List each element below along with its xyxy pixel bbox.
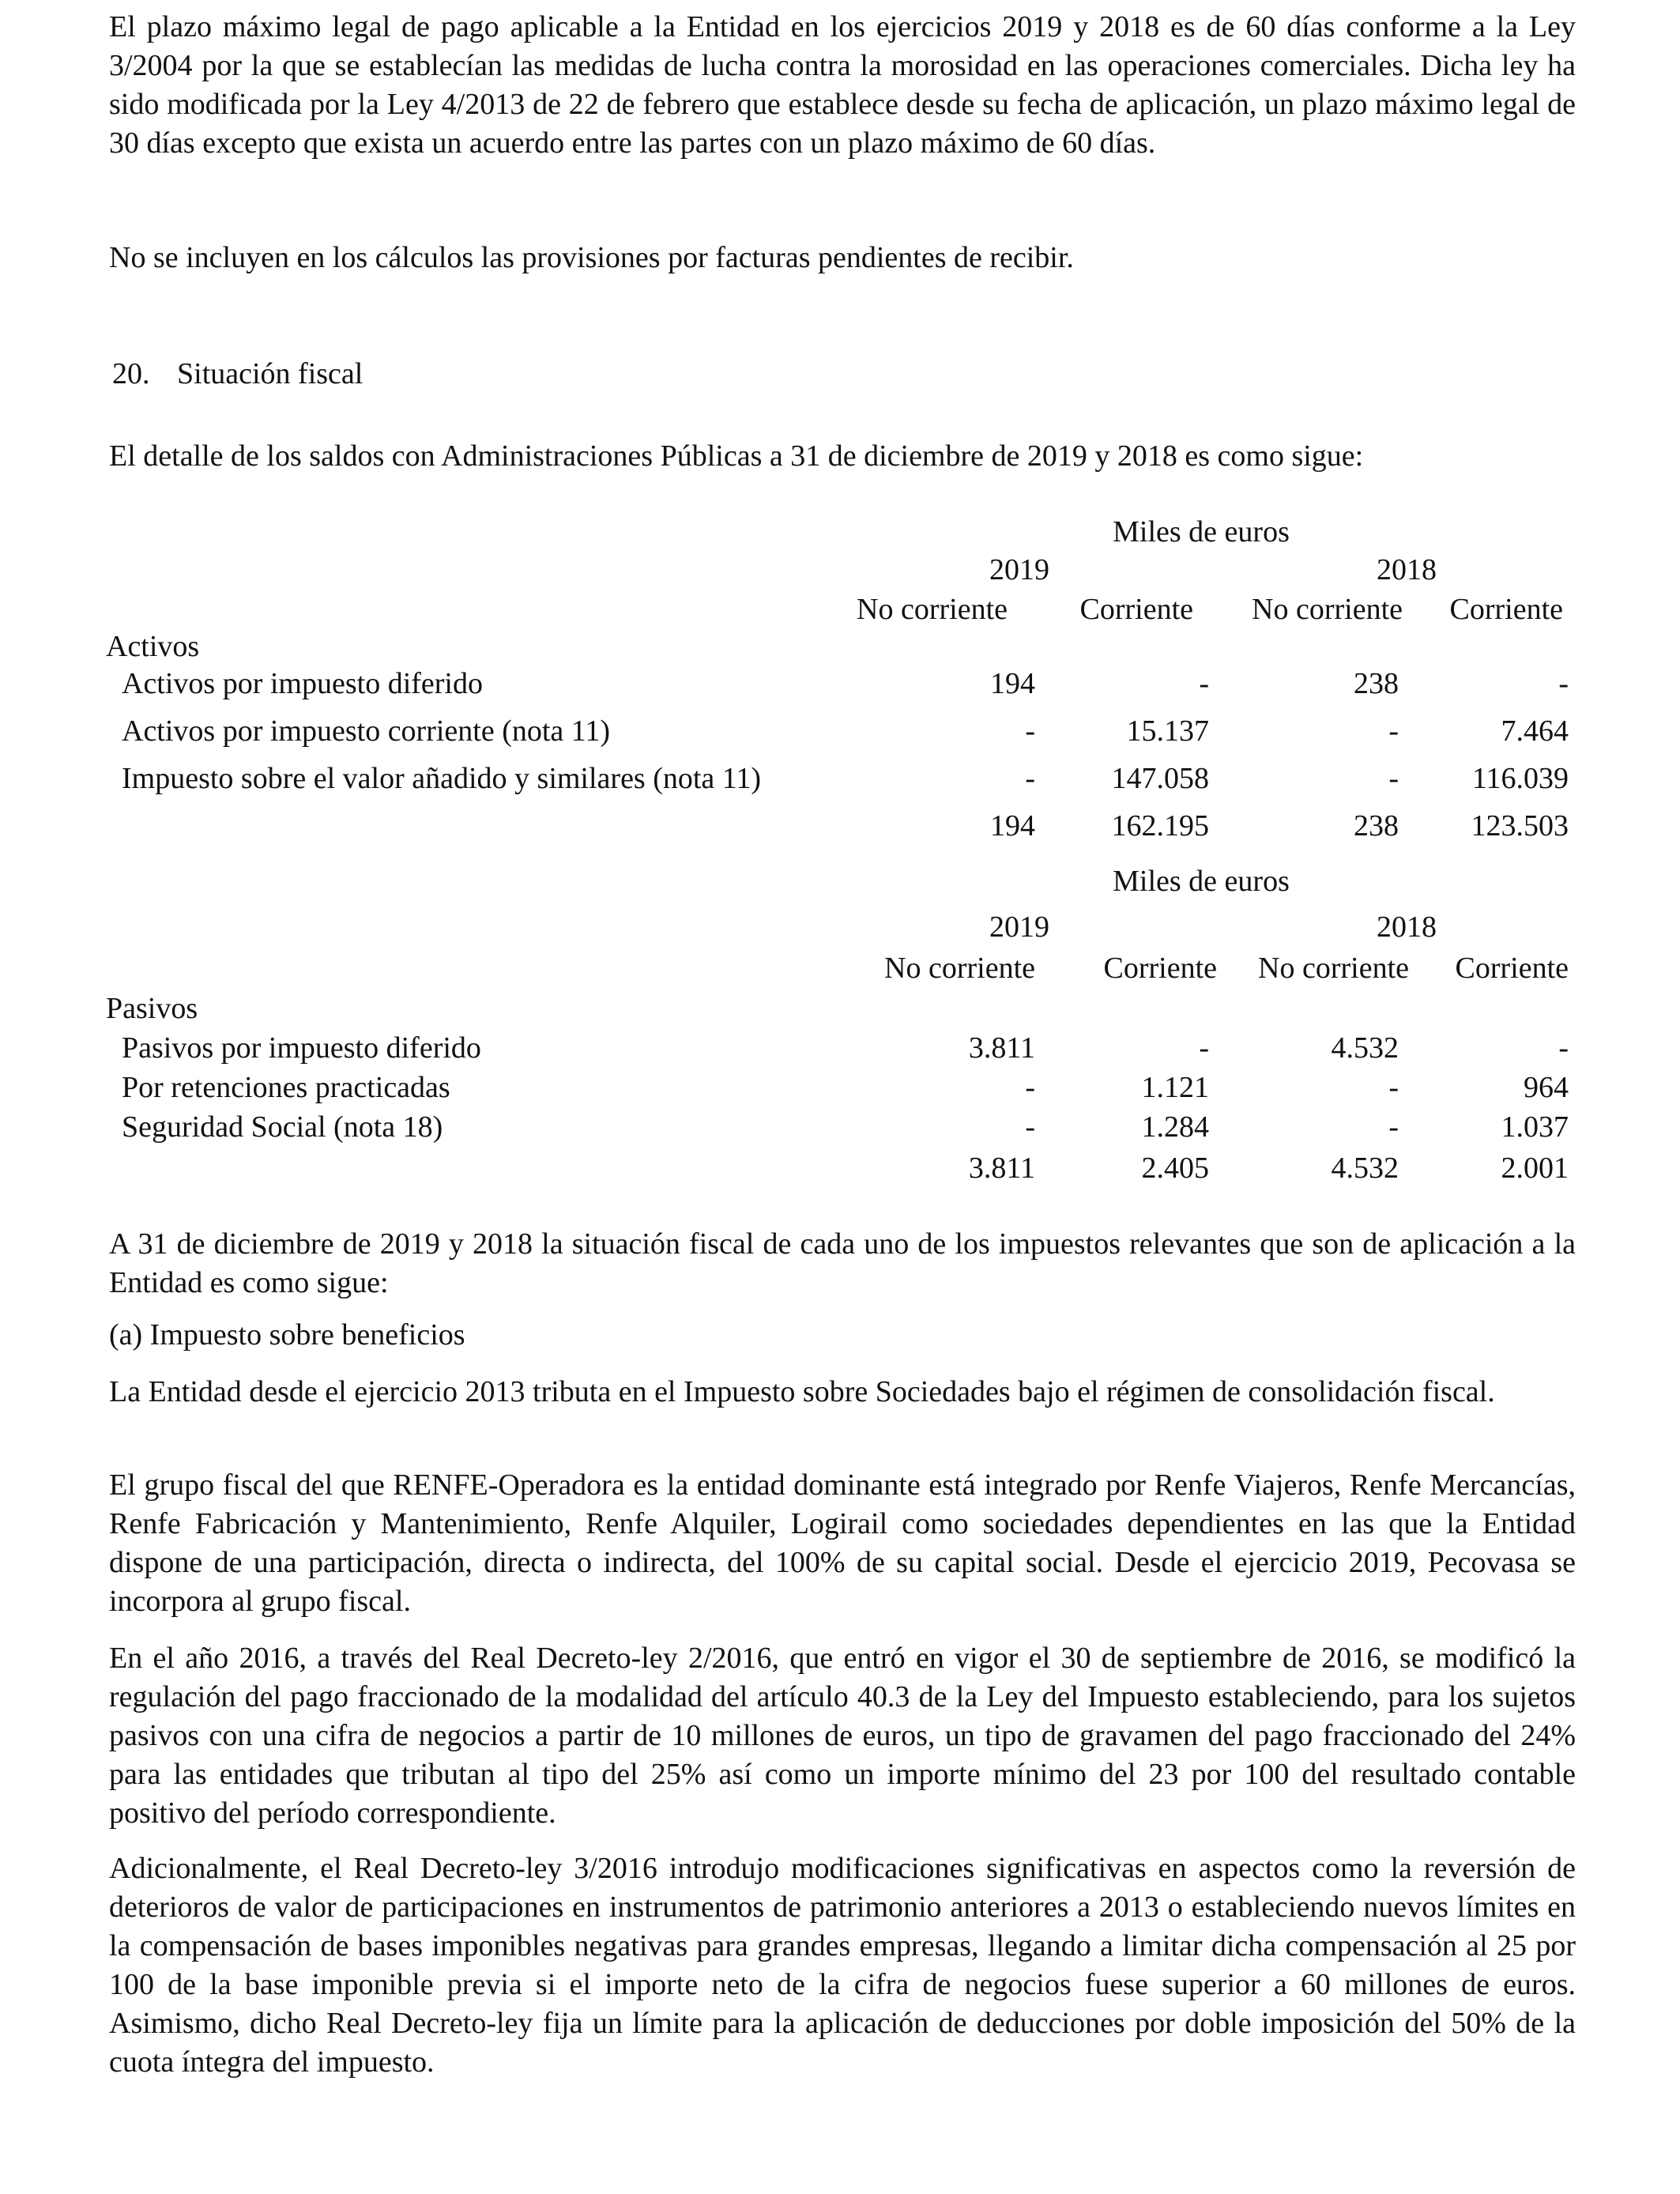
col-header-corriente: Corriente — [1103, 952, 1217, 985]
row-label: Por retenciones practicadas — [122, 1071, 450, 1104]
year-header-2018: 2018 — [1377, 910, 1437, 944]
total-value: 162.195 — [1111, 809, 1209, 843]
row-label: Activos por impuesto corriente (nota 11) — [122, 714, 611, 748]
cell-value: - — [1025, 762, 1035, 795]
total-value: 4.532 — [1331, 1152, 1399, 1185]
paragraph-consolidation: La Entidad desde el ejercicio 2013 tributa en el Impuesto sobre Sociedades bajo el régimen de consolidación fiscal. — [109, 1375, 1495, 1408]
year-header-2019: 2019 — [989, 910, 1049, 944]
cell-value: - — [1558, 1031, 1569, 1065]
cell-value: - — [1388, 762, 1399, 795]
group-label-activos: Activos — [106, 630, 200, 663]
row-label: Activos por impuesto diferido — [122, 667, 483, 700]
year-header-2018: 2018 — [1377, 553, 1437, 586]
cell-value: - — [1558, 667, 1569, 700]
cell-value: 1.121 — [1141, 1071, 1209, 1104]
cell-value: 116.039 — [1471, 762, 1569, 795]
col-header-no-corriente: No corriente — [1258, 952, 1409, 985]
cell-value: 1.284 — [1141, 1110, 1209, 1144]
cell-value: 1.037 — [1501, 1110, 1569, 1144]
cell-value: 7.464 — [1501, 714, 1569, 748]
cell-value: 4.532 — [1331, 1031, 1399, 1065]
cell-value: - — [1388, 1110, 1399, 1144]
table-unit-header: Miles de euros — [1113, 515, 1290, 548]
total-value: 2.405 — [1141, 1152, 1209, 1185]
paragraph-rdl-3-2016: Adicionalmente, el Real Decreto-ley 3/2016 introdujo modificaciones significativas en aspectos como la reversión de deterioros de valor de participaciones en instrumentos de patrimonio anteriores a 2013 o estableciendo nuevos límites en la compensación de bases imponibles negativas para grandes empresas, llegando a limitar dicha compensación al 25 por 100 de la base imponible previa si el importe neto de la cifra de negocios fuese superior a 60 millones de euros. Asimismo, dicho Real Decreto-ley fija un límite para la aplicación de deducciones por doble imposición del 50% de la cuota íntegra del impuesto. — [109, 1852, 1576, 2079]
cell-value: 238 — [1354, 667, 1399, 700]
col-header-no-corriente: No corriente — [1252, 593, 1403, 626]
col-header-corriente: Corriente — [1079, 593, 1193, 626]
paragraph-provisions-note: No se incluyen en los cálculos las provisiones por facturas pendientes de recibir. — [109, 241, 1074, 274]
cell-value: 194 — [990, 667, 1035, 700]
cell-value: - — [1388, 714, 1399, 748]
row-label: Impuesto sobre el valor añadido y similares (nota 11) — [122, 762, 762, 795]
cell-value: 15.137 — [1126, 714, 1209, 748]
row-label: Pasivos por impuesto diferido — [122, 1031, 481, 1065]
subsection-heading: (a) Impuesto sobre beneficios — [109, 1318, 465, 1351]
cell-value: - — [1025, 1110, 1035, 1144]
section-title: Situación fiscal — [177, 357, 363, 390]
cell-value: - — [1025, 1071, 1035, 1104]
paragraph-table-lead: El detalle de los saldos con Administraciones Públicas a 31 de diciembre de 2019 y 2018 es como sigue: — [109, 439, 1364, 473]
total-value: 2.001 — [1501, 1152, 1569, 1185]
col-header-corriente: Corriente — [1449, 593, 1563, 626]
cell-value: - — [1199, 667, 1209, 700]
cell-value: - — [1025, 714, 1035, 748]
col-header-no-corriente: No corriente — [884, 952, 1035, 985]
cell-value: 3.811 — [968, 1031, 1035, 1065]
paragraph-rdl-2-2016: En el año 2016, a través del Real Decreto-ley 2/2016, que entró en vigor el 30 de septiembre de 2016, se modificó la regulación del pago fraccionado de la modalidad del artículo 40.3 de la Ley del Impuesto estableciendo, para los sujetos pasivos con una cifra de negocios a partir de 10 millones de euros, un tipo de gravamen del pago fraccionado del 24% para las entidades que tributan al tipo del 25% así como un importe mínimo del 23 por 100 del resultado contable positivo del período correspondiente. — [109, 1642, 1576, 1830]
paragraph-tax-situation: A 31 de diciembre de 2019 y 2018 la situación fiscal de cada uno de los impuestos relevantes que son de aplicación a la Entidad es como sigue: — [109, 1227, 1576, 1299]
paragraph-fiscal-group: El grupo fiscal del que RENFE-Operadora es la entidad dominante está integrado por Renfe Viajeros, Renfe Mercancías, Renfe Fabricación y Mantenimiento, Renfe Alquiler, Logirail como sociedades dependientes en las que la Entidad dispone de una participación, directa o indirecta, del 100% de su capital social. Desde el ejercicio 2019, Pecovasa se incorpora al grupo fiscal. — [109, 1468, 1576, 1618]
cell-value: - — [1199, 1031, 1209, 1065]
row-label: Seguridad Social (nota 18) — [122, 1110, 443, 1144]
total-value: 123.503 — [1471, 809, 1569, 843]
year-header-2019: 2019 — [989, 553, 1049, 586]
table-unit-header: Miles de euros — [1113, 865, 1290, 898]
group-label-pasivos: Pasivos — [106, 992, 198, 1025]
cell-value: 964 — [1524, 1071, 1569, 1104]
section-number: 20. — [112, 357, 150, 390]
paragraph-payment-term: El plazo máximo legal de pago aplicable a la Entidad en los ejercicios 2019 y 2018 es de 60 días conforme a la Ley 3/2004 por la que se establecían las medidas de lucha contra la morosidad en las operaciones comerciales. Dicha ley ha sido modificada por la Ley 4/2013 de 22 de febrero que establece desde su fecha de aplicación, un plazo máximo legal de 30 días excepto que exista un acuerdo entre las partes con un plazo máximo de 60 días. — [109, 10, 1576, 160]
cell-value: - — [1388, 1071, 1399, 1104]
total-value: 194 — [990, 809, 1035, 843]
col-header-no-corriente: No corriente — [857, 593, 1008, 626]
cell-value: 147.058 — [1111, 762, 1209, 795]
total-value: 3.811 — [968, 1152, 1035, 1185]
col-header-corriente: Corriente — [1455, 952, 1569, 985]
total-value: 238 — [1354, 809, 1399, 843]
